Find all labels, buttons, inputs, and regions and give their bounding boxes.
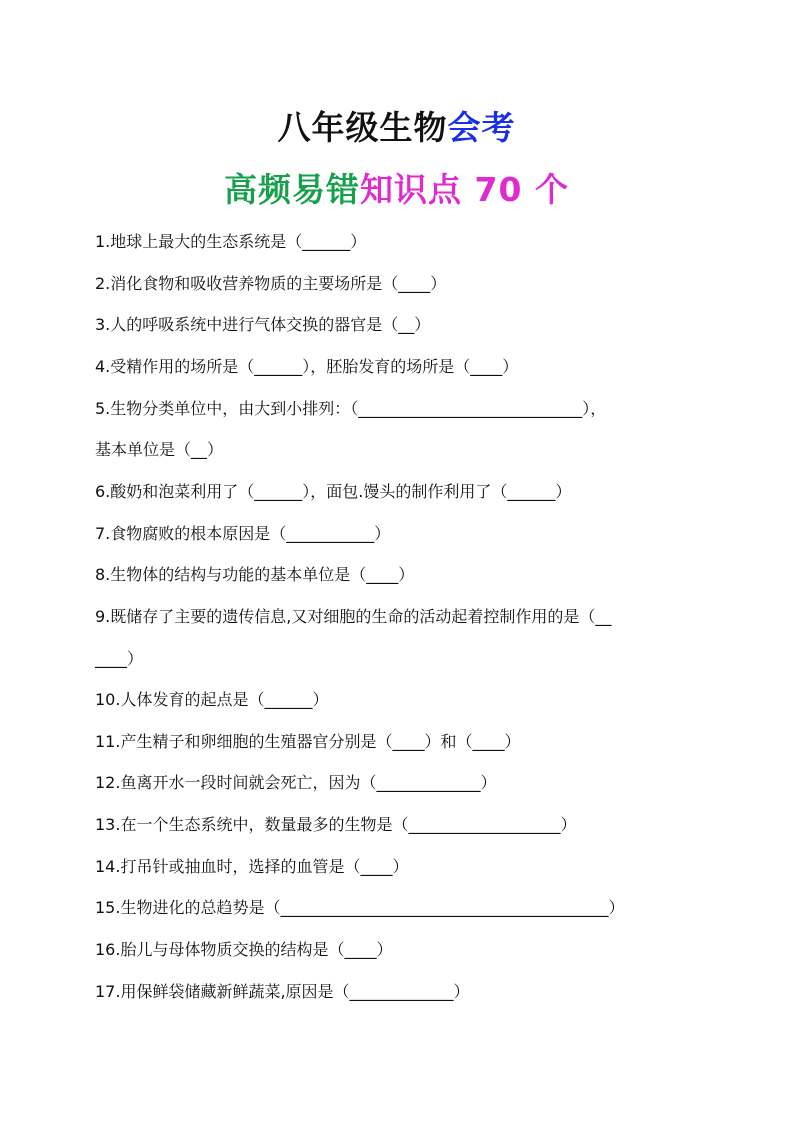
subtitle-part2: 知识点 70 个: [360, 170, 569, 209]
question-8: 8.生物体的结构与功能的基本单位是（____）: [95, 565, 415, 584]
question-15: 15.生物进化的总趋势是（_________________________________________）: [95, 898, 625, 917]
question-9-continued: ____）: [95, 649, 144, 668]
page-title: [0, 104, 793, 152]
question-17: 17.用保鲜袋储藏新鲜蔬菜,原因是（_____________）: [95, 982, 470, 1001]
question-5: 5.生物分类单位中，由大到小排列：（____________________________），: [95, 399, 607, 418]
question-4: 4.受精作用的场所是（______），胚胎发育的场所是（____）: [95, 357, 519, 376]
question-7: 7.食物腐败的根本原因是（___________）: [95, 524, 391, 543]
title-part2: 会考: [447, 108, 516, 147]
question-11: 11.产生精子和卵细胞的生殖器官分别是（____）和（____）: [95, 732, 521, 751]
question-2: 2.消化食物和吸收营养物质的主要场所是（____）: [95, 274, 447, 293]
question-13: 13.在一个生态系统中，数量最多的生物是（___________________）: [95, 815, 577, 834]
question-16: 16.胎儿与母体物质交换的结构是（____）: [95, 940, 393, 959]
page-subtitle: [0, 166, 793, 214]
subtitle-part1: 高频易错: [224, 170, 361, 209]
question-9: 9.既储存了主要的遗传信息,又对细胞的生命的活动起着控制作用的是（__: [95, 607, 612, 626]
title-part1: 八年级生物: [277, 108, 448, 147]
question-5-continued: 基本单位是（__）: [95, 440, 224, 459]
question-14: 14.打吊针或抽血时，选择的血管是（____）: [95, 857, 409, 876]
question-3: 3.人的呼吸系统中进行气体交换的器官是（__）: [95, 315, 431, 334]
question-12: 12.鱼离开水一段时间就会死亡，因为（_____________）: [95, 773, 497, 792]
question-10: 10.人体发育的起点是（______）: [95, 690, 329, 709]
question-6: 6.酸奶和泡菜利用了（______），面包.馒头的制作利用了（______）: [95, 482, 572, 501]
question-1: 1.地球上最大的生态系统是（______）: [95, 232, 367, 251]
